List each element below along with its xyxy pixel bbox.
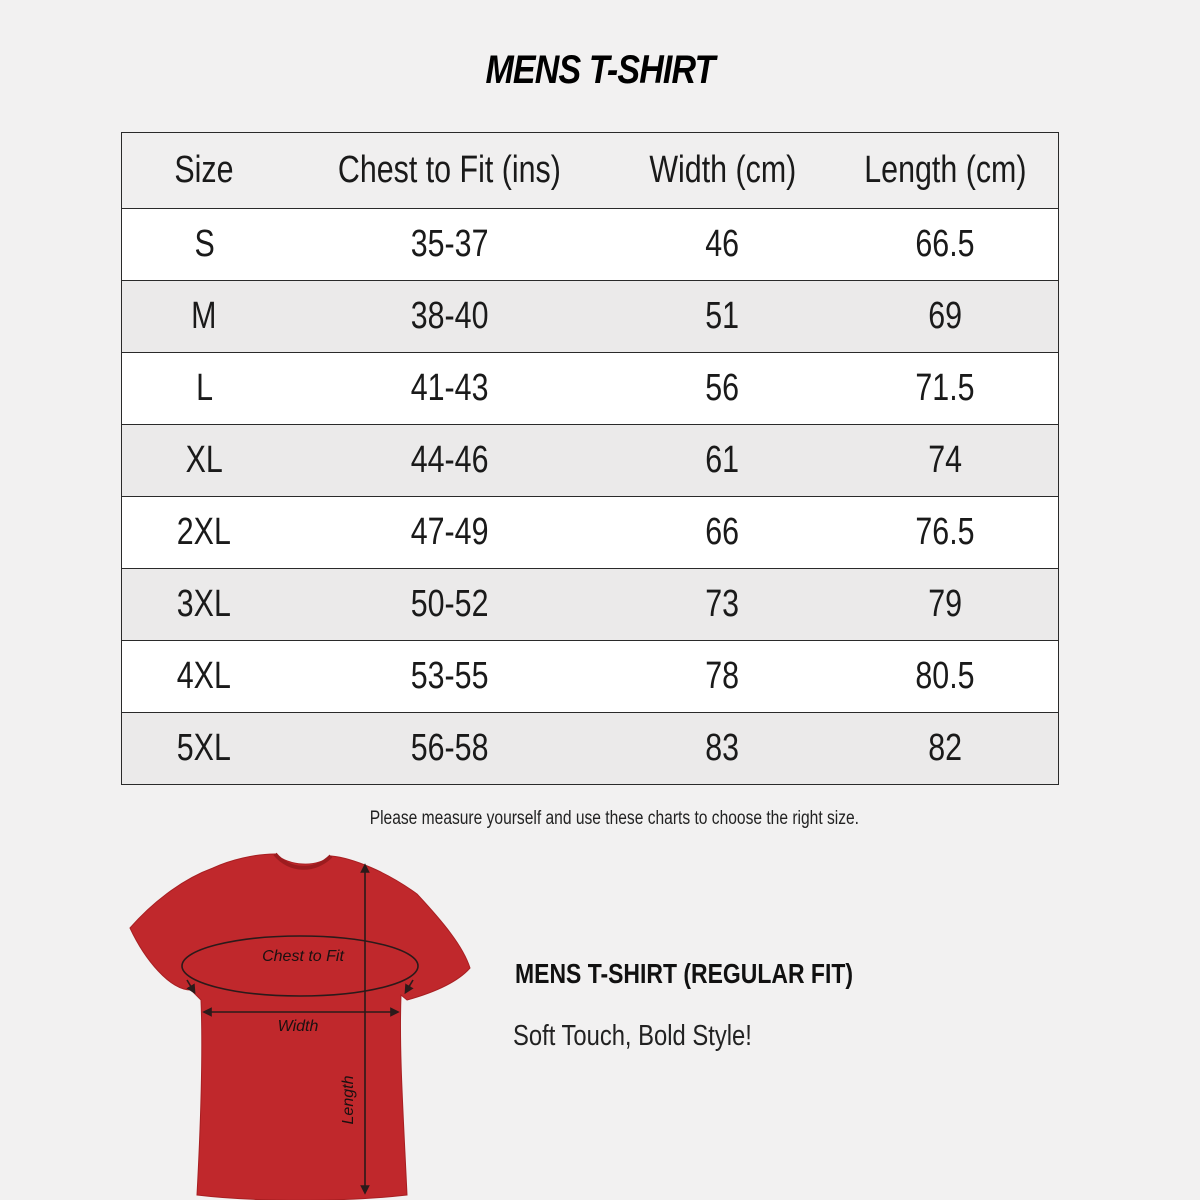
cell-width: 73 xyxy=(613,569,833,641)
cell-chest: 47-49 xyxy=(287,497,613,569)
cell-length: 82 xyxy=(833,713,1059,785)
table-row xyxy=(122,713,1059,785)
table-row xyxy=(122,281,1059,353)
cell-chest: 53-55 xyxy=(287,641,613,713)
cell-width: 46 xyxy=(613,209,833,281)
cell-chest: 35-37 xyxy=(287,209,613,281)
cell-width: 66 xyxy=(613,497,833,569)
size-chart-table xyxy=(121,132,1059,785)
table-row xyxy=(122,425,1059,497)
cell-size: S xyxy=(122,209,287,281)
header-length: Length (cm) xyxy=(833,133,1059,209)
cell-size: 3XL xyxy=(122,569,287,641)
cell-size: M xyxy=(122,281,287,353)
width-label: Width xyxy=(277,1018,319,1035)
length-label: Length xyxy=(340,1075,357,1125)
table-row xyxy=(122,569,1059,641)
cell-length: 74 xyxy=(833,425,1059,497)
table-row xyxy=(122,497,1059,569)
cell-width: 61 xyxy=(613,425,833,497)
header-size: Size xyxy=(122,133,287,209)
header-chest: Chest to Fit (ins) xyxy=(287,133,613,209)
cell-size: L xyxy=(122,353,287,425)
cell-width: 78 xyxy=(613,641,833,713)
cell-size: 5XL xyxy=(122,713,287,785)
cell-size: 2XL xyxy=(122,497,287,569)
product-title: MENS T-SHIRT (REGULAR FIT) xyxy=(515,958,854,989)
product-tagline: Soft Touch, Bold Style! xyxy=(513,1020,752,1052)
cell-size: 4XL xyxy=(122,641,287,713)
chest-to-fit-label: Chest to Fit xyxy=(262,948,344,965)
cell-chest: 56-58 xyxy=(287,713,613,785)
cell-width: 51 xyxy=(613,281,833,353)
table-header-row xyxy=(122,133,1059,209)
cell-size: XL xyxy=(122,425,287,497)
tshirt-measurement-diagram xyxy=(125,850,475,1200)
cell-length: 69 xyxy=(833,281,1059,353)
cell-length: 76.5 xyxy=(833,497,1059,569)
measure-note: Please measure yourself and use these charts to choose the right size. xyxy=(369,808,859,829)
cell-chest: 38-40 xyxy=(287,281,613,353)
cell-chest: 44-46 xyxy=(287,425,613,497)
page-title: MENS T-SHIRT xyxy=(485,48,715,92)
cell-length: 71.5 xyxy=(833,353,1059,425)
cell-length: 66.5 xyxy=(833,209,1059,281)
cell-length: 79 xyxy=(833,569,1059,641)
cell-chest: 41-43 xyxy=(287,353,613,425)
cell-width: 83 xyxy=(613,713,833,785)
header-width: Width (cm) xyxy=(613,133,833,209)
table-row xyxy=(122,353,1059,425)
cell-length: 80.5 xyxy=(833,641,1059,713)
cell-width: 56 xyxy=(613,353,833,425)
cell-chest: 50-52 xyxy=(287,569,613,641)
table-row xyxy=(122,641,1059,713)
table-row xyxy=(122,209,1059,281)
